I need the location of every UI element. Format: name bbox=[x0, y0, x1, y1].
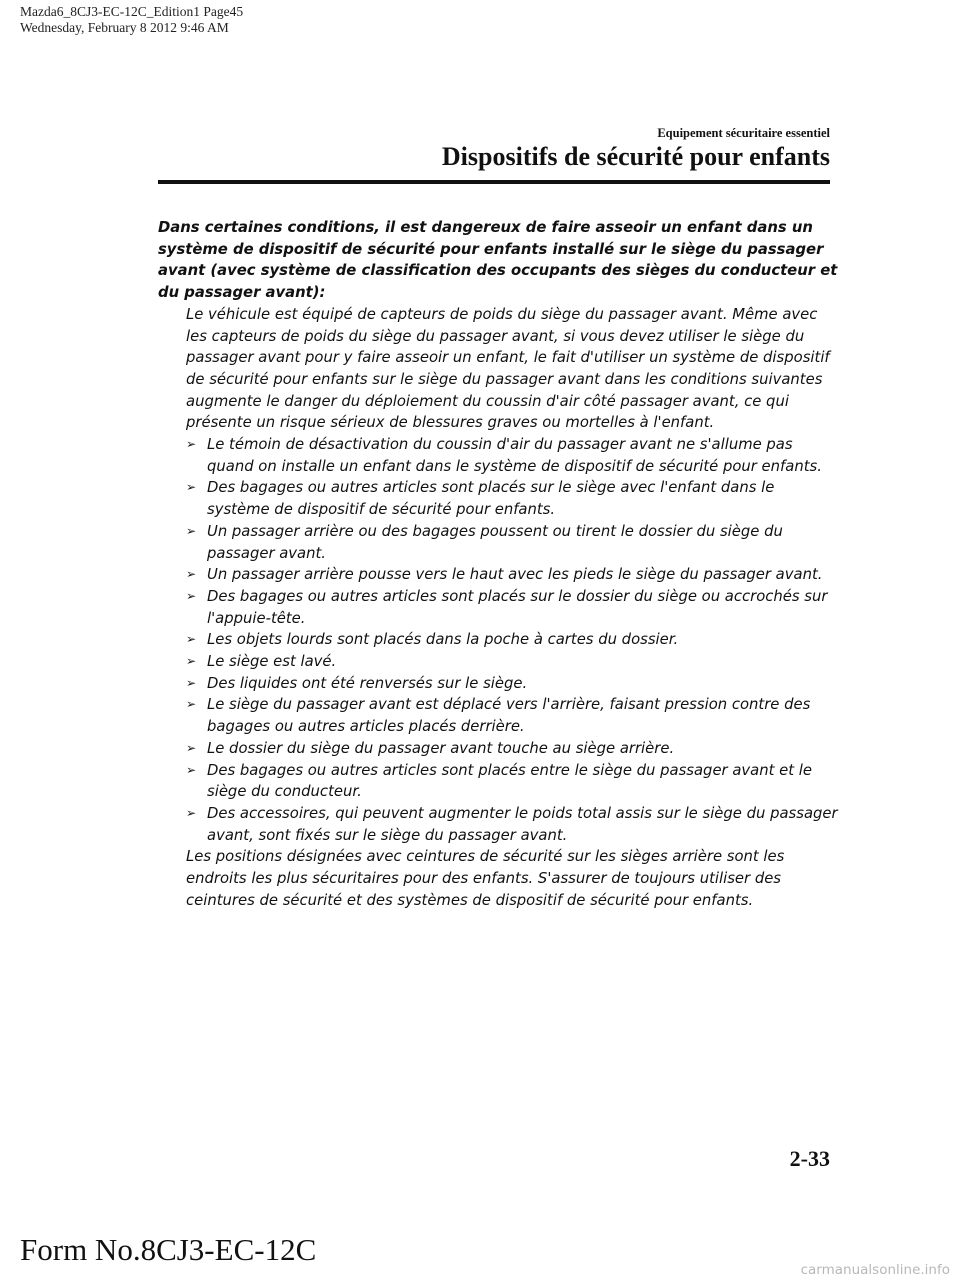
list-item bbox=[186, 434, 838, 477]
arrowhead-bullet-icon: ➢ bbox=[186, 762, 197, 777]
list-item-text: Un passager arrière ou des bagages poussent ou tirent le dossier du siège du passager avant. bbox=[207, 522, 783, 562]
arrowhead-bullet-icon: ➢ bbox=[186, 805, 197, 820]
warning-heading: Dans certaines conditions, il est dangereux de faire asseoir un enfant dans un système de dispositif de sécurité pour enfants installé sur le siège du passager avant (avec système de classification des occupants des sièges du conducteur et du passager avant): bbox=[158, 219, 838, 302]
list-item bbox=[186, 673, 838, 695]
list-item bbox=[186, 564, 838, 586]
list-item bbox=[186, 521, 838, 564]
arrowhead-bullet-icon: ➢ bbox=[186, 740, 197, 755]
list-item-text: Le dossier du siège du passager avant touche au siège arrière. bbox=[207, 739, 675, 757]
list-item bbox=[186, 738, 838, 760]
list-item-text: Des bagages ou autres articles sont placés sur le dossier du siège ou accrochés sur l'appuie-tête. bbox=[207, 587, 828, 627]
arrowhead-bullet-icon: ➢ bbox=[186, 632, 197, 647]
arrowhead-bullet-icon: ➢ bbox=[186, 523, 197, 538]
arrowhead-bullet-icon: ➢ bbox=[186, 437, 197, 452]
warning-conditions-list bbox=[158, 434, 838, 846]
list-item-text: Des accessoires, qui peuvent augmenter le poids total assis sur le siège du passager avant, sont fixés sur le siège du passager avant. bbox=[207, 804, 838, 844]
list-item bbox=[186, 694, 838, 737]
list-item bbox=[186, 651, 838, 673]
list-item bbox=[186, 629, 838, 651]
arrowhead-bullet-icon: ➢ bbox=[186, 697, 197, 712]
warning-intro: Le véhicule est équipé de capteurs de poids du siège du passager avant. Même avec les capteurs de poids du siège du passager avant, si vous devez utiliser le siège du passager avant pour y faire asseoir un enfant, le fait d'utiliser un système de dispositif de sécurité pour enfants sur le siège du passager avant dans les conditions suivantes augmente le danger du déploiement du coussin d'air côté passager avant, ce qui présente un risque sérieux de blessures graves ou mortelles à l'enfant. bbox=[186, 305, 830, 432]
form-number: Form No.8CJ3-EC-12C bbox=[20, 1232, 317, 1267]
arrowhead-bullet-icon: ➢ bbox=[186, 588, 197, 603]
list-item-text: Des liquides ont été renversés sur le siège. bbox=[207, 674, 528, 692]
arrowhead-bullet-icon: ➢ bbox=[186, 567, 197, 582]
list-item bbox=[186, 760, 838, 803]
list-item-text: Le témoin de désactivation du coussin d'air du passager avant ne s'allume pas quand on installe un enfant dans le système de dispositif de sécurité pour enfants. bbox=[207, 436, 822, 475]
watermark: carmanualsonline.info bbox=[800, 1262, 950, 1278]
list-item-text: Des bagages ou autres articles sont placés entre le siège du passager avant et le siège du conducteur. bbox=[207, 761, 812, 801]
warning-block bbox=[158, 217, 838, 912]
section-label: Equipement sécuritaire essentiel bbox=[657, 126, 830, 140]
list-item bbox=[186, 477, 838, 520]
print-metadata bbox=[20, 4, 243, 36]
list-item bbox=[186, 803, 838, 846]
page-number: 2-33 bbox=[789, 1146, 830, 1171]
warning-closing: Les positions désignées avec ceintures de sécurité sur les sièges arrière sont les endroits les plus sécuritaires pour des enfants. S'assurer de toujours utiliser des ceintures de sécurité et des systèmes de dispositif de sécurité pour enfants. bbox=[186, 848, 785, 909]
list-item-text: Le siège est lavé. bbox=[207, 653, 337, 671]
title-divider bbox=[158, 180, 830, 184]
list-item-text: Les objets lourds sont placés dans la poche à cartes du dossier. bbox=[207, 631, 679, 649]
list-item-text: Le siège du passager avant est déplacé vers l'arrière, faisant pression contre des bagages ou autres articles placés derrière. bbox=[207, 696, 811, 736]
list-item-text: Des bagages ou autres articles sont placés sur le siège avec l'enfant dans le système de dispositif de sécurité pour enfants. bbox=[207, 479, 775, 519]
page-title: Dispositifs de sécurité pour enfants bbox=[441, 142, 830, 171]
arrowhead-bullet-icon: ➢ bbox=[186, 654, 197, 669]
arrowhead-bullet-icon: ➢ bbox=[186, 675, 197, 690]
arrowhead-bullet-icon: ➢ bbox=[186, 480, 197, 495]
list-item-text: Un passager arrière pousse vers le haut avec les pieds le siège du passager avant. bbox=[207, 566, 823, 584]
print-meta-line-date: Wednesday, February 8 2012 9:46 AM bbox=[20, 20, 229, 35]
print-meta-line-file: Mazda6_8CJ3-EC-12C_Edition1 Page45 bbox=[20, 4, 244, 19]
list-item bbox=[186, 586, 838, 629]
